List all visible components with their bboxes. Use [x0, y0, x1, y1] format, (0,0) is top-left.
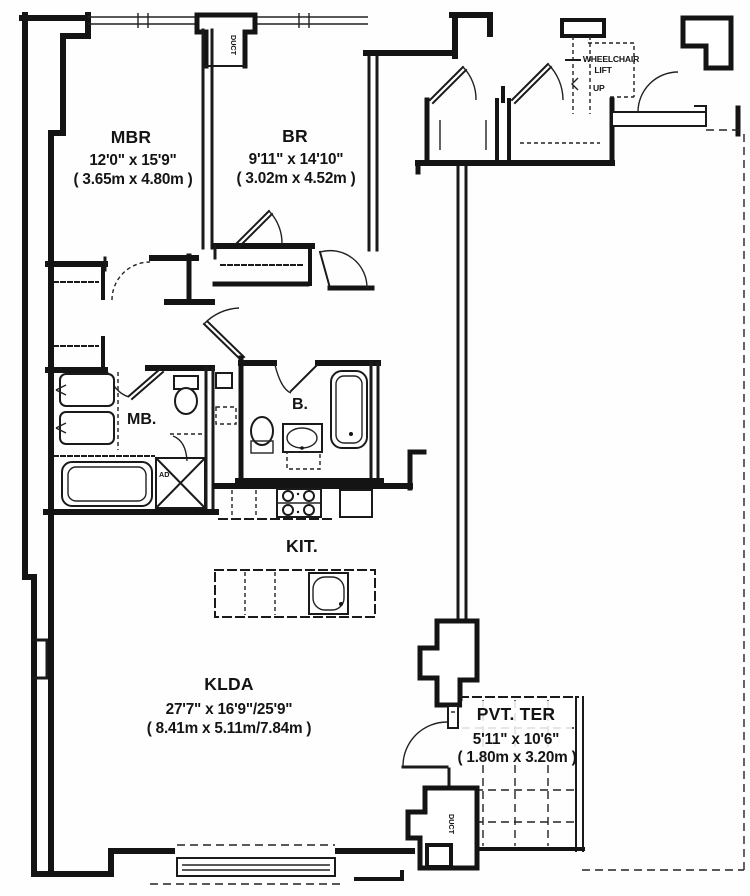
kit-label: KIT. — [286, 536, 318, 556]
mb-sink-2 — [60, 412, 114, 444]
column-block — [420, 621, 477, 705]
duct-shaft-bottom — [427, 845, 451, 867]
second-bath — [238, 358, 381, 482]
duct-shaft-top — [197, 15, 255, 66]
mbr-door-arc — [112, 262, 150, 300]
closet-door-a — [430, 67, 466, 103]
mbr-label: MBR — [110, 127, 152, 147]
master-bath — [46, 368, 236, 512]
island-sink — [309, 573, 348, 614]
kitchen — [215, 452, 424, 617]
mb-door — [129, 369, 163, 399]
mbr-dims-m: ( 3.65m x 4.80m ) — [73, 171, 193, 188]
duct-bottom-label: DUCT — [447, 814, 456, 834]
foyer-door — [204, 322, 244, 359]
boundary-dashes — [582, 130, 744, 870]
mbr-dims-ft: 12'0" x 15'9" — [89, 152, 177, 169]
entry-door-arc — [638, 72, 678, 112]
b-door — [291, 364, 318, 391]
klda-window — [177, 858, 335, 876]
klda-label: KLDA — [204, 674, 254, 694]
shower-tag: AD — [159, 470, 170, 479]
mbr-window — [88, 17, 197, 24]
core-block — [683, 18, 731, 68]
kitchen-island — [215, 570, 375, 617]
b-label: B. — [292, 396, 308, 413]
mb-label: MB. — [127, 411, 157, 428]
foyer-walls — [48, 211, 372, 372]
counter-box — [340, 490, 372, 517]
br-dims-m: ( 3.02m x 4.52m ) — [236, 170, 356, 187]
chase-box-1 — [216, 373, 232, 388]
interior-walls — [203, 15, 490, 621]
lift-up-label: UP — [593, 83, 605, 93]
hall-door — [320, 252, 330, 288]
terrace-dims-ft: 5'11" x 10'6" — [472, 731, 560, 748]
terrace-jamb — [448, 706, 458, 728]
duct-top-label: DUCT — [229, 35, 238, 55]
corridor-wall — [458, 163, 466, 621]
chase-box-2 — [216, 407, 236, 424]
klda-dims-ft: 27'7" x 16'9"/25'9" — [165, 701, 293, 718]
entry-ledge — [612, 112, 706, 126]
mb-bathtub — [62, 462, 152, 506]
br-dims-ft: 9'11" x 14'10" — [248, 151, 344, 168]
br-window — [255, 17, 368, 24]
klda-dims-m: ( 8.41m x 5.11m/7.84m ) — [146, 720, 312, 737]
lift-label-2: LIFT — [594, 65, 612, 75]
lift-label-1: WHEELCHAIR — [582, 54, 640, 64]
mb-toilet — [175, 388, 197, 414]
mb-sink-1 — [60, 374, 114, 406]
lift-platform — [562, 20, 604, 36]
terrace-label: PVT. TER — [476, 704, 556, 724]
br-door — [236, 211, 272, 247]
br-label: BR — [282, 126, 308, 146]
terrace-dims-m: ( 1.80m x 3.20m ) — [457, 749, 577, 766]
closet-door-b — [512, 64, 551, 103]
